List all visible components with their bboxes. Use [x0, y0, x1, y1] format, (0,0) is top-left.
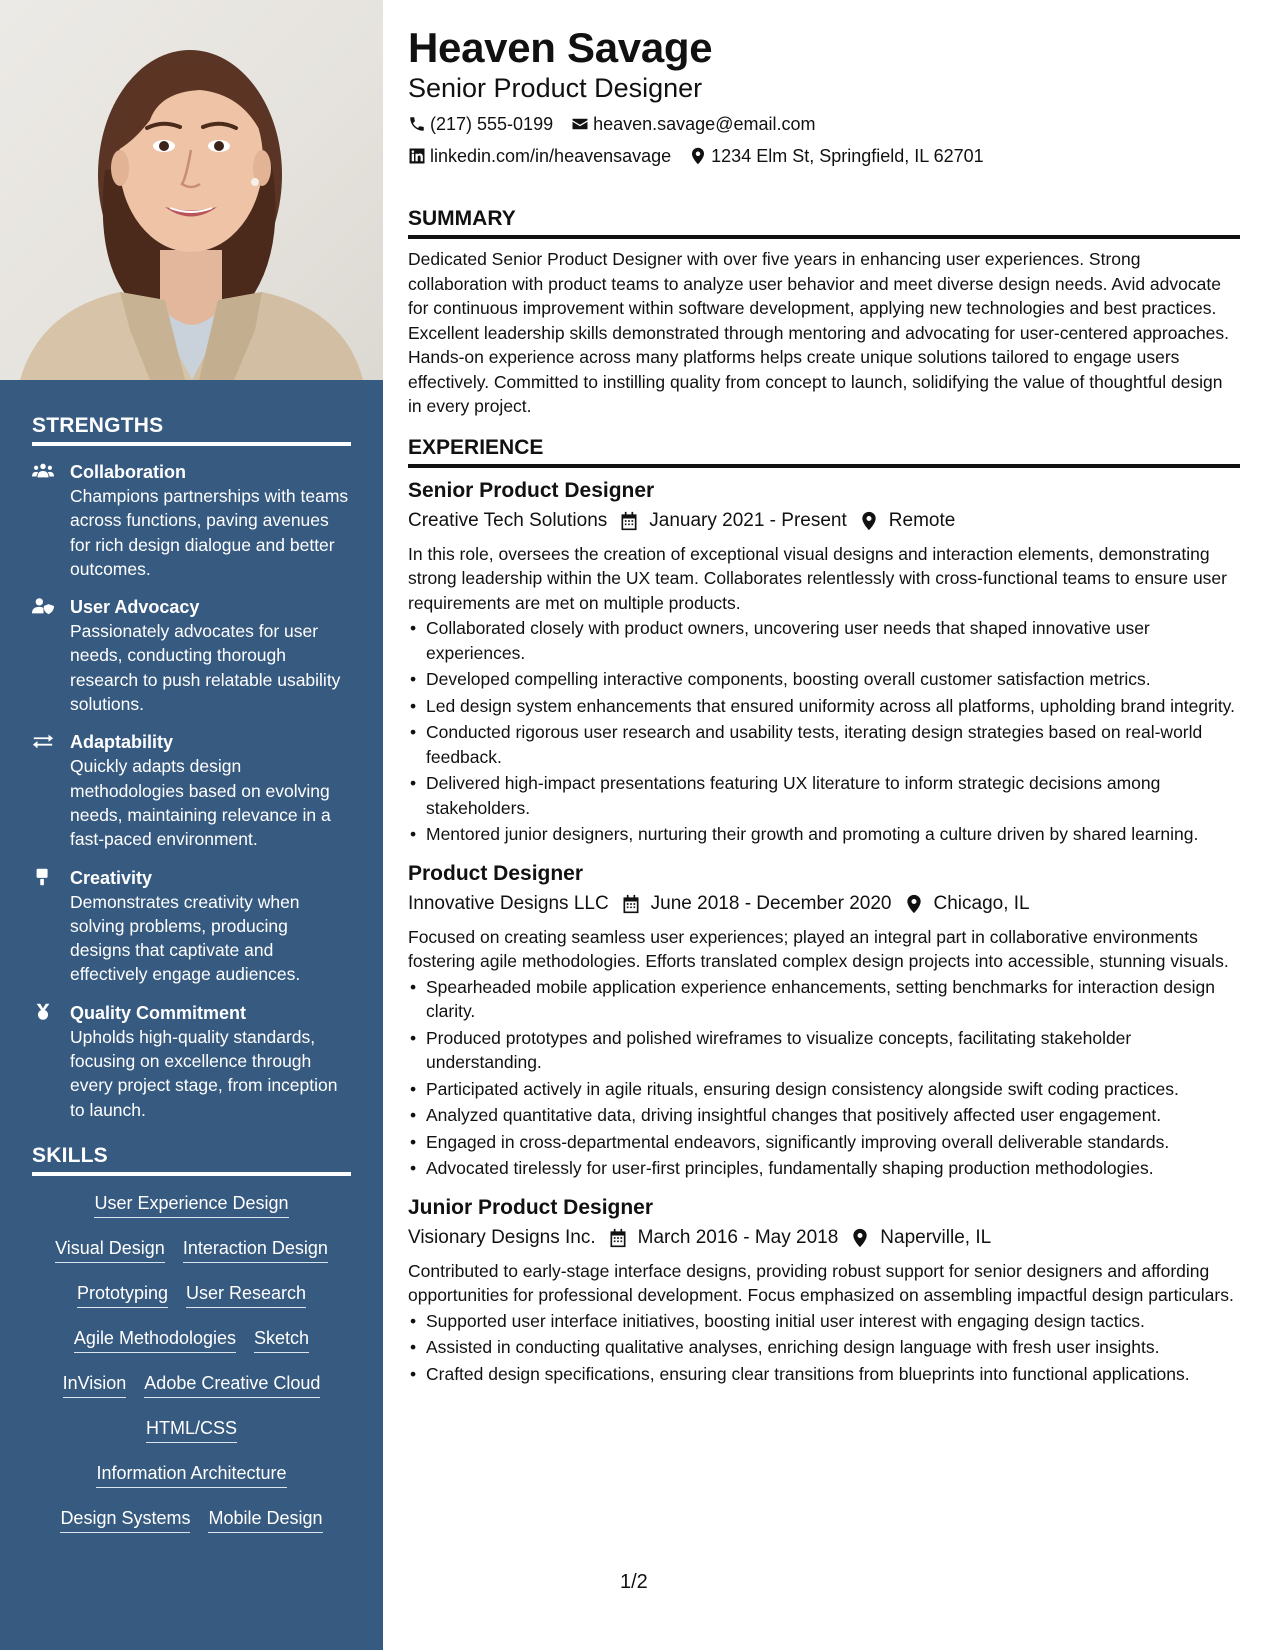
skill-row — [32, 1184, 351, 1229]
phone-text: (217) 555-0199 — [430, 114, 554, 134]
skill-tag: Adobe Creative Cloud — [144, 1372, 320, 1398]
strength-title: Adaptability — [70, 732, 174, 753]
calendar-icon — [619, 511, 639, 531]
strength-title: Quality Commitment — [70, 1002, 247, 1023]
calendar-icon — [621, 894, 641, 914]
paint-brush-icon — [32, 866, 70, 987]
strength-item — [32, 460, 351, 581]
strength-item — [32, 866, 351, 987]
skill-row — [32, 1499, 351, 1544]
skill-row — [32, 1454, 351, 1499]
skill-tag: Mobile Design — [208, 1507, 322, 1533]
skill-tag: Design Systems — [60, 1507, 190, 1533]
bullet-item: • Collaborated closely with product owners, uncovering user needs that shaped innovative user experiences. — [408, 616, 1240, 665]
skill-row — [32, 1274, 351, 1319]
bullet-item: • Mentored junior designers, nurturing their growth and promoting a culture driven by shared learning. — [408, 822, 1240, 847]
job-title: Junior Product Designer — [408, 1195, 654, 1219]
job-dates: March 2016 - May 2018 — [637, 1226, 839, 1248]
bullet-item: • Advocated tirelessly for user-first principles, fundamentally shaping production methodologies. — [408, 1156, 1240, 1181]
experience-heading: EXPERIENCE — [408, 435, 1240, 468]
skill-tag: InVision — [63, 1372, 127, 1398]
bullet-item: • Produced prototypes and polished wireframes to visualize concepts, facilitating stakeholder understanding. — [408, 1026, 1240, 1075]
map-pin-icon — [689, 147, 707, 165]
job-company: Creative Tech Solutions — [408, 509, 608, 531]
summary-text: Dedicated Senior Product Designer with over five years in enhancing user experiences. Strong collaboration with product teams to analyze user behavior and meet diverse design needs. Avid advocate for continuous improvement within software development, applying new technologies and best practices. Excellent leadership skills demonstrated through mentoring and advocating for user-centered approaches. Hands-on experience across many platforms helps create unique solutions tailored to engage users effectively. Committed to instilling quality from concept to launch, solidifying the value of thoughtful design in every project. — [408, 249, 1230, 416]
job-dates: June 2018 - December 2020 — [650, 892, 892, 914]
candidate-name: Heaven Savage — [408, 24, 713, 71]
calendar-icon — [608, 1228, 628, 1248]
main-content — [408, 22, 1240, 1388]
skill-row — [32, 1319, 351, 1364]
skill-row — [32, 1409, 351, 1454]
job-dates: January 2021 - Present — [649, 509, 847, 531]
bullet-item: • Led design system enhancements that ensured uniformity across all platforms, upholding brand integrity. — [408, 694, 1240, 719]
bullet-item: • Engaged in cross-departmental endeavors, significantly improving overall deliverable standards. — [408, 1130, 1240, 1155]
contact-email[interactable] — [571, 112, 815, 136]
strength-title: Creativity — [70, 867, 153, 888]
skill-tag: Information Architecture — [96, 1462, 286, 1488]
envelope-icon — [571, 115, 589, 133]
bullet-item: • Developed compelling interactive components, boosting overall customer satisfaction metrics. — [408, 667, 1240, 692]
bullet-item: • Participated actively in agile rituals, ensuring design consistency alongside swift coding practices. — [408, 1077, 1240, 1102]
linkedin-text: linkedin.com/in/heavensavage — [430, 146, 672, 166]
bullet-item: • Supported user interface initiatives, boosting initial user interest with engaging design tactics. — [408, 1309, 1240, 1334]
contact-phone[interactable] — [408, 112, 553, 136]
job-entry — [408, 861, 1240, 1181]
job-bullets — [408, 616, 1240, 847]
strength-item — [32, 1001, 351, 1122]
candidate-role: Senior Product Designer — [408, 73, 703, 103]
skills-list — [32, 1184, 351, 1544]
bullet-item: • Crafted design specifications, ensuring clear transitions from blueprints into functional applications. — [408, 1362, 1240, 1387]
summary-heading: SUMMARY — [408, 206, 1240, 239]
skill-tag: Visual Design — [55, 1237, 165, 1263]
bullet-item: • Conducted rigorous user research and usability tests, iterating design strategies based on real-world feedback. — [408, 720, 1240, 769]
strength-description: Upholds high-quality standards, focusing on excellence through every project stage, from inception to launch. — [70, 1026, 338, 1120]
job-location: Remote — [888, 509, 956, 531]
map-pin-icon — [859, 511, 879, 531]
contact-linkedin[interactable] — [408, 144, 671, 168]
contact-address — [689, 144, 984, 168]
job-title: Senior Product Designer — [408, 478, 655, 502]
job-entry — [408, 1195, 1240, 1387]
job-entry — [408, 478, 1240, 847]
strength-description: Passionately advocates for user needs, conducting thorough research to push relatable usability solutions. — [70, 621, 341, 715]
strength-item — [32, 730, 351, 851]
people-group-icon — [32, 460, 70, 581]
job-meta — [408, 508, 1240, 534]
bullet-item: • Spearheaded mobile application experience enhancements, setting benchmarks for interaction design clarity. — [408, 975, 1240, 1024]
skill-tag: Sketch — [254, 1327, 309, 1353]
job-location: Chicago, IL — [933, 892, 1030, 914]
job-company: Innovative Designs LLC — [408, 892, 609, 914]
job-bullets — [408, 975, 1240, 1181]
job-meta — [408, 891, 1240, 917]
skill-tag: Interaction Design — [183, 1237, 328, 1263]
bullet-item: • Delivered high-impact presentations featuring UX literature to inform strategic decisions among stakeholders. — [408, 771, 1240, 820]
map-pin-icon — [904, 894, 924, 914]
email-text: heaven.savage@email.com — [593, 114, 816, 134]
job-bullets — [408, 1309, 1240, 1387]
map-pin-icon — [850, 1228, 870, 1248]
job-location: Naperville, IL — [880, 1226, 992, 1248]
skill-tag: User Experience Design — [94, 1192, 288, 1218]
sidebar — [0, 0, 383, 1650]
skills-section — [0, 1144, 383, 1544]
skills-heading: SKILLS — [32, 1144, 351, 1176]
skill-tag: Prototyping — [77, 1282, 168, 1308]
skill-row — [32, 1229, 351, 1274]
job-company: Visionary Designs Inc. — [408, 1226, 596, 1248]
strength-description: Demonstrates creativity when solving problems, producing designs that captivate and effectively engage audiences. — [70, 891, 301, 985]
strength-item — [32, 595, 351, 716]
strength-description: Champions partnerships with teams across functions, paving avenues for rich design dialogue and better outcomes. — [70, 486, 349, 579]
strength-description: Quickly adapts design methodologies based on evolving needs, maintaining relevance in a fast-paced environment. — [70, 756, 331, 850]
medal-icon — [32, 1001, 70, 1122]
skill-row — [32, 1364, 351, 1409]
job-meta — [408, 1225, 1240, 1251]
user-shield-icon — [32, 595, 70, 716]
contact-row — [408, 112, 1240, 136]
strength-title: Collaboration — [70, 462, 186, 482]
skill-tag: Agile Methodologies — [74, 1327, 236, 1353]
bullet-item: • Analyzed quantitative data, driving insightful changes that positively affected user engagement. — [408, 1103, 1240, 1128]
strength-title: User Advocacy — [70, 597, 200, 618]
skill-tag: HTML/CSS — [146, 1417, 237, 1443]
job-description: In this role, oversees the creation of exceptional visual designs and interaction elements, demonstrating strong leadership within the UX team. Collaborates relentlessly with cross-functional teams to ensure user requirements are met on multiple products. — [408, 543, 1227, 613]
bullet-item: • Assisted in conducting qualitative analyses, enriching design language with fresh user insights. — [408, 1335, 1240, 1360]
job-description: Contributed to early-stage interface designs, providing robust support for senior designers and affording opportunities for professional development. Focus emphasized on assembling impactful design particulars. — [408, 1260, 1234, 1305]
strengths-heading: STRENGTHS — [32, 414, 351, 446]
profile-photo — [0, 0, 383, 380]
contact-row — [408, 144, 1240, 168]
skill-tag: User Research — [186, 1282, 306, 1308]
job-title: Product Designer — [408, 861, 584, 885]
phone-icon — [408, 115, 426, 133]
linkedin-icon — [408, 147, 426, 165]
page-number: 1/2 — [620, 1571, 648, 1593]
job-description: Focused on creating seamless user experiences; played an integral part in collaborative environments fostering agile methodologies. Efforts translated complex design projects into accessible, stunning visuals. — [408, 926, 1229, 971]
address-text: 1234 Elm St, Springfield, IL 62701 — [711, 146, 984, 166]
strengths-section — [0, 414, 383, 1122]
arrows-exchange-icon — [32, 730, 70, 851]
